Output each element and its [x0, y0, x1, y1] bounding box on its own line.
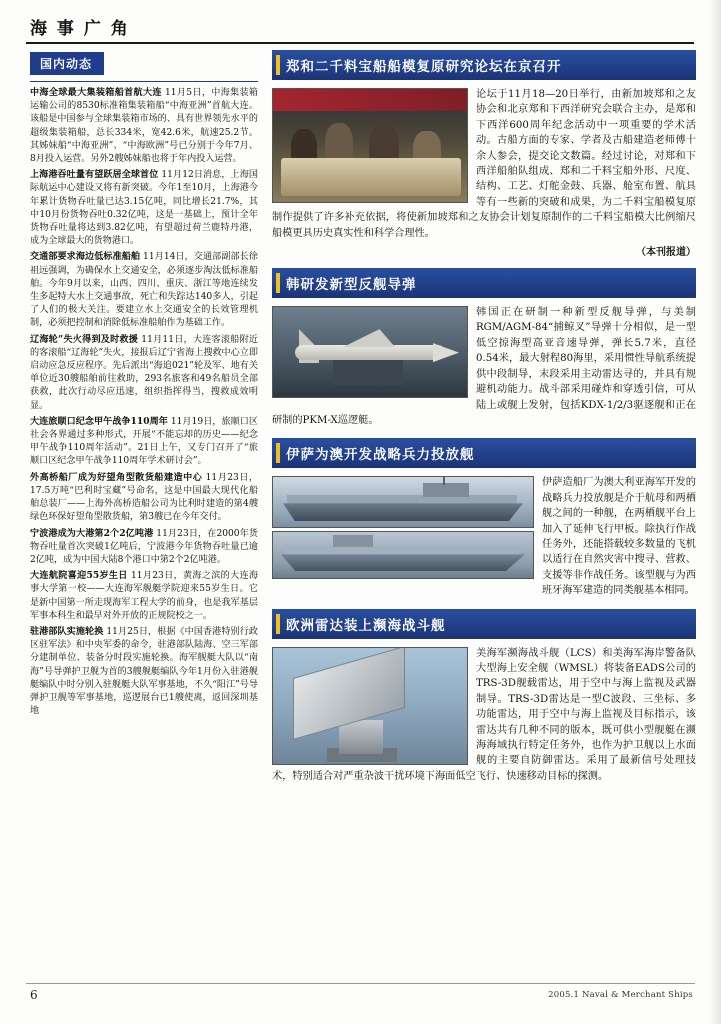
forum-meeting-photo	[272, 88, 468, 203]
right-column	[272, 50, 696, 794]
news-headline: 交通部要求海边低标准船舶	[30, 251, 141, 263]
news-headline: 辽海轮”失火得到及时救援	[30, 333, 139, 345]
news-headline: 驻港部队实施轮换	[30, 625, 104, 637]
news-text: 11月23日，17.5万吨“巴利时宝藏”号命名，这是中国最大现代化船舶总装厂——上海外高桥造船公司为比利时建造的第4艘绿色环保好望角型散货船，第3艘已在今年交付。	[30, 472, 258, 523]
article-title: 伊萨为澳开发战略兵力投放舰	[272, 438, 696, 468]
article-title: 韩研发新型反舰导弹	[272, 268, 696, 298]
publication-info: 2005.1 Naval & Merchant Ships	[548, 990, 693, 1000]
news-text: 11月14日，交通部副部长徐祖远强调，为确保水上交通安全，必须逐步淘汰低标准船舶。今年9月以来，山西、四川、重庆、浙江等地连续发生多起特大水上交通事故，死亡和失踪达140多人，引起了人们的极大关注。要建立水上交通安全的长效管理机制，必须把控制和消除低标准船舶作为基础工作。	[30, 252, 258, 329]
news-text: 11月11日，大连客滚船附近的客滚船“辽海轮”失火，接报后辽宁省海上搜救中心立即启动应急反应程序。先后派出“海追021”轮及军、地有关单位近30艘船舶前往救助，293名旅客和49名船员全部获救，此次行动尽应迅速，组织指挥得当，搜救成效明显。	[30, 334, 258, 411]
divider	[30, 81, 258, 82]
radar-photo	[272, 647, 468, 765]
news-text: 11月5日，中海集装箱运输公司的8530标准箱集装箱船“中海亚洲”首航大连。该船是中国参与全球集装箱市场的、具有世界领先水平的超级集装箱船，总长334米，宽42.6米，航速25.2节。其姊妹船“中海亚洲”、“中海欧洲”号已分别于今年7月、8月投入运营。另外2艘姊妹船也将于年内投入运营。	[30, 88, 258, 165]
article-body: 伊萨造船厂为澳大利亚海军开发的战略兵力投放舰是介于航母和两栖舰之间的一种舰，在两栖舰平台上加入了延伸飞行甲板。除执行作战任务外，还能搭载较多数量的飞机以适行在自然灾害中搜寻、营救、支援等非作战任务。该型舰与为西班牙海军建造的同类舰基本相同。	[542, 477, 696, 597]
news-headline: 上海港吞吐量有望跃居全球首位	[30, 169, 159, 181]
news-item	[30, 415, 258, 469]
article-forum	[272, 50, 696, 258]
masthead	[26, 14, 694, 44]
lhd-ship-photo	[272, 476, 534, 528]
news-text: 11月23日，在2000年货物吞吐量首次突破1亿吨后，宁波港今年货物吞吐量已逾2亿吨，成为中国大陆8个港口中第2个2亿吨港。	[30, 528, 258, 565]
page-edge-shadow	[709, 0, 721, 1024]
news-text: 11月19日，旅顺口区社会各界通过多种形式，开展“不能忘却的历史——纪念甲午战争110周年活动”。21日上午，又专门召开了“旅顺口区纪念甲午战争110周年学术研讨会”。	[30, 416, 258, 467]
news-text: 11月25日，根据《中国香港特别行政区驻军法》和中央军委的命令，驻港部队陆海、空三军部分建制单位、装备分时段实施轮换。海军舰艇大队以“南海”号导弹护卫舰为首的3艘舰艇编队今年1月份入驻港舰艇编队中时分别入驻舰艇大队军事基地，不久“阳江”号导弹护卫舰等军事基地，巡逻展台已1艘使离，返回深圳基地	[30, 626, 258, 717]
article-lhd	[272, 438, 696, 598]
section-label-domestic: 国内动态	[30, 52, 104, 75]
news-headline: 中海全球最大集装箱船首航大连	[30, 87, 162, 98]
news-headline: 外高桥船厂成为好望角型散货船建造中心	[30, 471, 203, 483]
news-headline: 大连旅顺口纪念甲午战争110周年	[30, 415, 168, 427]
news-item	[30, 527, 258, 568]
news-headline: 大连航院喜迎55岁生日	[30, 570, 128, 582]
article-radar	[272, 609, 696, 785]
news-item	[30, 569, 258, 623]
page-title: 海 事 广 角	[30, 19, 130, 39]
news-item	[30, 86, 258, 166]
news-item	[30, 625, 258, 718]
missile-photo	[272, 306, 468, 398]
news-headline: 宁波港成为大港第2个2亿吨港	[30, 527, 154, 539]
article-body: 韩国正在研制一种新型反舰导弹，与美制RGM/AGM-84“捕鲸叉”导弹十分相似，是一型低空掠海型高亚音速导弹，弹长5.7米，直径0.54米，最大射程80海里，采用惯性导航系统提供中段制导，末段采用主动雷达寻的，并具有规避机动能力。战斗部采用碰炸和穿透引信，可从陆上或舰上发射，包括KDX-1/2/3驱逐舰和正在研制的PKM-X巡逻艇。	[272, 307, 696, 426]
page-number: 6	[30, 988, 38, 1002]
article-missile	[272, 268, 696, 428]
news-item	[30, 471, 258, 525]
lhd-ship-photo-secondary	[272, 531, 534, 579]
article-title: 欧洲雷达装上濒海战斗舰	[272, 609, 696, 639]
left-column	[30, 52, 258, 720]
news-item	[30, 250, 258, 330]
article-body: 美海军濒海战斗舰（LCS）和美海军海岸警备队大型海上安全舰（WMSL）将装备EADS公司的TRS-3D舰载雷达，用于空中与海上监视及武器制导。TRS-3D雷达是一型C波段、三坐标、多功能雷达，用于空中与海上监视及目标指示，该雷达共有几种不同的版本，既可供小型舰艇在濒海海域执行特定任务外，也作为护卫舰以上水面舰的主要自防御雷达。采用了最新信号处理技术，特别适合对严重杂波干扰环境下海面低空飞行、快速移动目标的探测。	[272, 647, 696, 782]
news-text: 11月23日，黄海之滨的大连海事大学第一校——大连海军舰艇学院迎来55岁生日。它是新中国第一所走现海军工程大学的前身，也是我军基层军事本科生和最早对外开放的正规院校之一。	[30, 571, 258, 621]
news-text: 11月12日消息，上海国际航运中心建设又将有新突破。今年1至10月，上海港今年累计货物吞吐量已达3.15亿吨，同比增长21.7%，其中10月份货物吞吐0.32亿吨，这是一基础上，预计全年货物吞吐量将达到3.82亿吨，有望超过荷兰鹿特丹港，成为全球最大的货物港口。	[30, 170, 258, 247]
article-body: 论坛于11月18—20日举行，由新加坡郑和之友协会和北京郑和下西洋研究会联合主办，是郑和下西洋600周年纪念活动中一项重要的学术活动。古船方面的专家、学者及古船建造老师傅十余人参会，提交论文数篇。经过讨论，对郑和下西洋船舶队组成、郑和二千料宝船外形、尺度、结构、工艺、灯舵金鼓、兵器、舱室布置、航具等有一些新的突破和成果，为二千料宝船模复原制作提供了许多补充依据，将使新加坡郑和之友协会计划复原制作的二千料宝船模大比例缩尺船模更具历史真实性和科学合理性。	[272, 89, 696, 239]
news-item	[30, 168, 258, 248]
footer-divider	[26, 983, 695, 984]
article-byline: （本刊报道）	[636, 247, 696, 259]
article-title: 郑和二千料宝船船模复原研究论坛在京召开	[272, 50, 696, 80]
news-item	[30, 333, 258, 413]
